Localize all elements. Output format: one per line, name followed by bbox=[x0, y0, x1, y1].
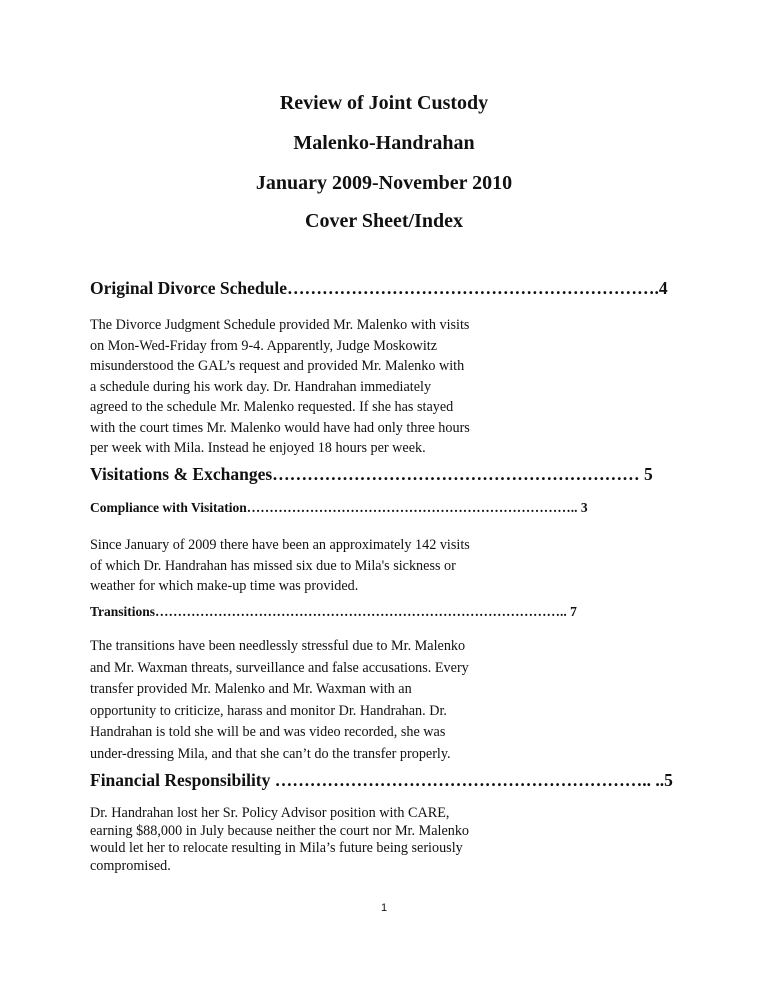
paragraph-financial bbox=[90, 805, 510, 875]
paragraph-line: earning $88,000 in July because neither the court nor Mr. Malenko bbox=[90, 822, 470, 839]
paragraph-line: would let her to relocate resulting in Mila’s future being seriously bbox=[90, 840, 463, 856]
paragraph-line: transfer provided Mr. Malenko and Mr. Waxman with an bbox=[90, 681, 412, 698]
heading-visitations-exchanges: Visitations & Exchanges……………………………………………………… 5 bbox=[90, 464, 653, 484]
heading-financial-responsibility: Financial Responsibility ……………………………………………………….. ..5 bbox=[90, 770, 673, 790]
paragraph-line: opportunity to criticize, harass and monitor Dr. Handrahan. Dr. bbox=[90, 702, 447, 719]
document-title: Review of Joint Custody bbox=[279, 92, 489, 114]
paragraph-line: compromised. bbox=[90, 857, 171, 874]
paragraph-line: a schedule during his work day. Dr. Handrahan immediately bbox=[90, 378, 432, 395]
date-range: January 2009-November 2010 bbox=[255, 172, 513, 194]
page-number: 1 bbox=[380, 902, 388, 914]
paragraph-line: Dr. Handrahan lost her Sr. Policy Advisor position with CARE, bbox=[90, 805, 450, 821]
paragraph-line: weather for which make-up time was provided. bbox=[90, 578, 359, 594]
paragraph-line: under-dressing Mila, and that she can’t do the transfer properly. bbox=[90, 745, 451, 762]
paragraph-line: Since January of 2009 there have been an approximately 142 visits bbox=[90, 537, 470, 553]
paragraph-line: of which Dr. Handrahan has missed six due to Mila's sickness or bbox=[90, 557, 456, 574]
paragraph-line: on Mon-Wed-Friday from 9-4. Apparently, Judge Moskowitz bbox=[90, 337, 438, 354]
paragraph-compliance bbox=[90, 535, 510, 597]
heading-compliance-visitation: Compliance with Visitation……………………………………………………………….. 3 bbox=[90, 500, 588, 515]
cover-sheet-title: Cover Sheet/Index bbox=[305, 210, 463, 232]
paragraph-line: The transitions have been needlessly stressful due to Mr. Malenko bbox=[90, 638, 466, 654]
paragraph-line: misunderstood the GAL’s request and provided Mr. Malenko with bbox=[90, 358, 465, 374]
case-name: Malenko-Handrahan bbox=[293, 132, 475, 154]
paragraph-line: agreed to the schedule Mr. Malenko requested. If she has stayed bbox=[90, 399, 454, 415]
paragraph-line: and Mr. Waxman threats, surveillance and false accusations. Every bbox=[90, 659, 469, 676]
heading-original-divorce-schedule: Original Divorce Schedule……………………………………………………….4 bbox=[90, 278, 668, 298]
paragraph-line: with the court times Mr. Malenko would have had only three hours bbox=[90, 419, 470, 436]
paragraph-original-divorce bbox=[90, 315, 510, 459]
paragraph-line: Handrahan is told she will be and was video recorded, she was bbox=[90, 724, 446, 741]
paragraph-transitions bbox=[90, 636, 510, 766]
heading-transitions: Transitions……………………………………………………………………………….. 7 bbox=[90, 604, 577, 619]
paragraph-line: The Divorce Judgment Schedule provided Mr. Malenko with visits bbox=[90, 317, 470, 333]
paragraph-line: per week with Mila. Instead he enjoyed 18 hours per week. bbox=[90, 440, 426, 456]
